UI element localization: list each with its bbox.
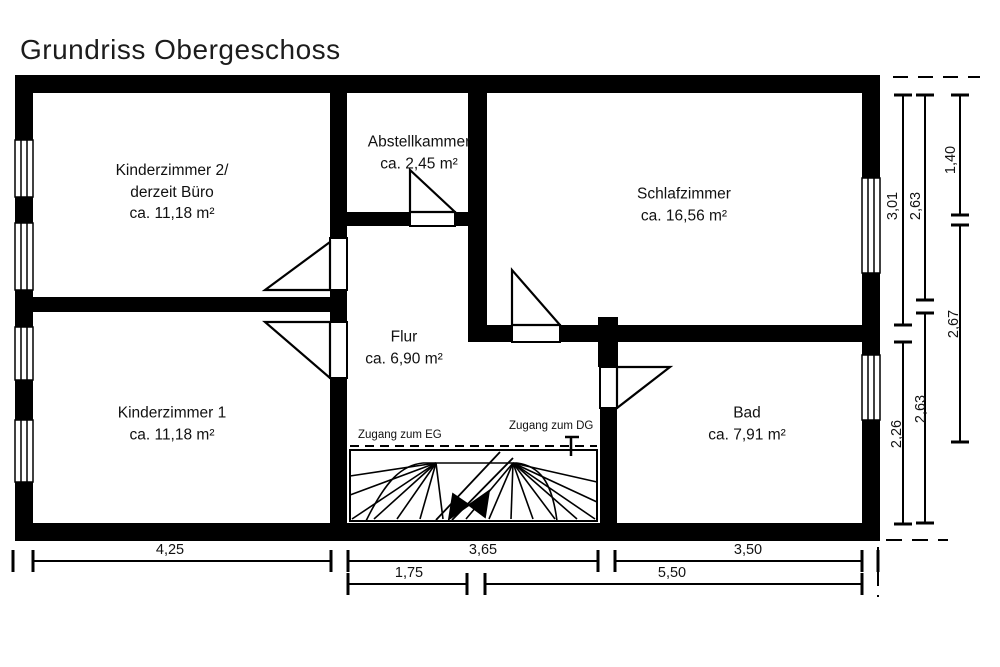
room-label-schlafzimmer — [637, 184, 731, 227]
dim-right-2-26: 2,26 — [889, 419, 905, 449]
door-swing-abstellkammer — [410, 170, 455, 212]
wall-abstellkammer-bottom-l — [347, 212, 410, 226]
door-swing-kinderzimmer2 — [265, 242, 330, 290]
room-label-flur — [365, 327, 443, 370]
door-opening-kinderzimmer2 — [330, 238, 347, 290]
window-kinderzimmer1-lower — [15, 420, 33, 482]
dim-right-3-01: 3,01 — [885, 191, 901, 221]
wall-bad-left-b — [600, 408, 617, 523]
dim-right-2-63-bottom: 2,63 — [913, 394, 929, 424]
dim-bottom-3-50: 3,50 — [733, 542, 763, 558]
plan-title: Grundriss Obergeschoss — [20, 34, 341, 65]
dim-bottom-1-75: 1,75 — [394, 565, 424, 581]
door-opening-schlafzimmer — [512, 325, 560, 342]
dim-bottom-4-25: 4,25 — [155, 542, 185, 558]
window-kinderzimmer2-upper — [15, 140, 33, 197]
window-kinderzimmer1-upper — [15, 327, 33, 380]
stair-label-dg: Zugang zum DG — [509, 420, 594, 432]
wall-bad-left-a — [600, 342, 617, 367]
dimension-lines-right — [893, 77, 980, 524]
door-swing-bad — [617, 367, 670, 408]
door-swing-schlafzimmer — [512, 270, 560, 325]
wall-top — [15, 75, 880, 93]
wall-central-c — [330, 378, 347, 523]
dim-right-2-67: 2,67 — [946, 309, 962, 339]
wall-right — [862, 75, 880, 541]
staircase — [350, 437, 597, 521]
room-name: Bad — [733, 404, 761, 422]
room-name: Kinderzimmer 2/ — [115, 161, 229, 179]
wall-abstellkammer-bottom-r — [455, 212, 487, 226]
room-label-bad — [708, 403, 786, 446]
room-label-abstellkammer — [368, 132, 471, 175]
wall-central-b — [330, 290, 347, 322]
dim-bottom-5-50: 5,50 — [657, 565, 687, 581]
window-kinderzimmer2-lower — [15, 223, 33, 290]
dim-right-2-63-top: 2,63 — [908, 191, 924, 221]
room-area: ca. 16,56 m² — [640, 207, 728, 224]
dim-right-1-40: 1,40 — [943, 145, 959, 175]
door-opening-bad — [600, 367, 617, 408]
door-opening-kinderzimmer1 — [330, 322, 347, 378]
room-name-2: derzeit Büro — [130, 183, 214, 201]
room-name: Schlafzimmer — [637, 185, 731, 203]
dim-bottom-3-65: 3,65 — [468, 542, 498, 558]
room-label-kinderzimmer1 — [118, 403, 227, 446]
wall-kinder-divider — [15, 297, 347, 312]
room-area: ca. 11,18 m² — [129, 204, 215, 222]
room-area: ca. 11,18 m² — [129, 426, 215, 443]
room-name: Abstellkammer — [367, 133, 471, 151]
wall-bottom — [15, 523, 880, 541]
wall-central-a — [330, 93, 347, 238]
room-label-kinderzimmer2 — [116, 160, 229, 225]
window-bad — [862, 355, 880, 420]
room-name: Flur — [390, 328, 418, 346]
door-swing-kinderzimmer1 — [265, 322, 330, 378]
stair-label-eg: Zugang zum EG — [358, 429, 442, 441]
room-area: ca. 2,45 m² — [380, 155, 458, 172]
wall-schlafzimmer-bottom-l — [468, 325, 512, 342]
room-name: Kinderzimmer 1 — [117, 404, 227, 422]
window-schlafzimmer — [862, 178, 880, 273]
door-opening-abstellkammer — [410, 212, 455, 226]
room-area: ca. 6,90 m² — [365, 350, 443, 367]
room-area: ca. 7,91 m² — [708, 426, 786, 443]
